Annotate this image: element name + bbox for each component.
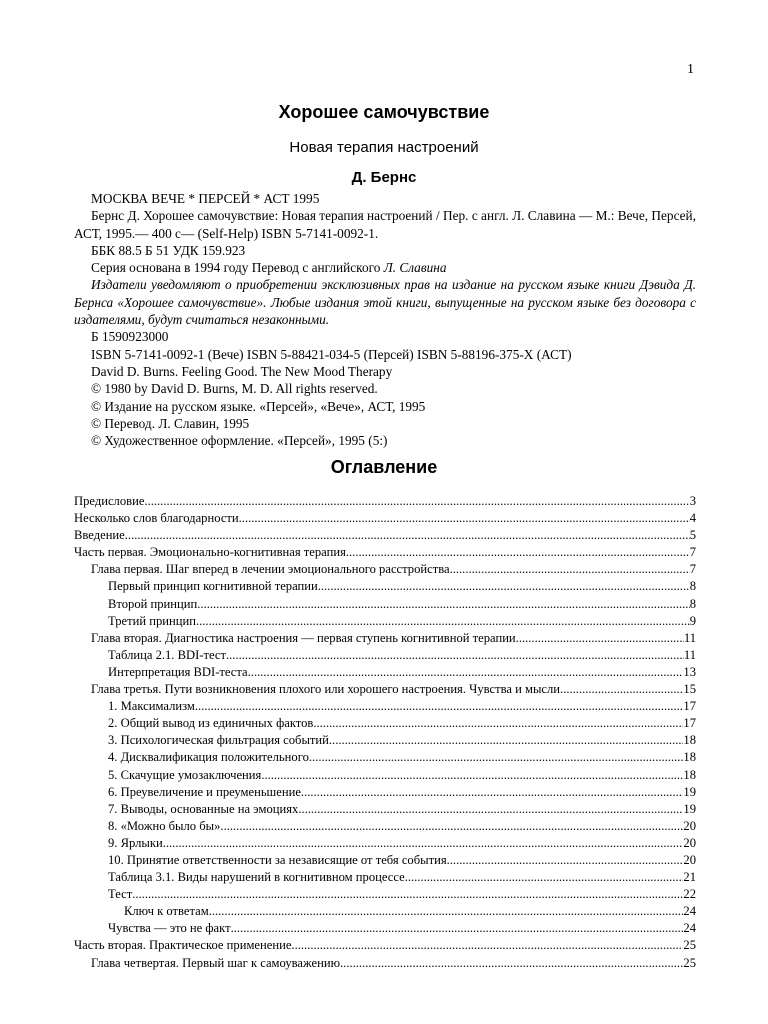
toc-entry[interactable]: [74, 578, 696, 595]
toc-entry-label: Ключ к ответам: [124, 904, 209, 919]
toc-entry-page: 11: [683, 647, 696, 662]
toc-entry-page: 4: [689, 511, 696, 526]
toc-entry-page: 8: [689, 579, 696, 594]
toc-entry-label: Введение: [74, 528, 125, 543]
toc-entry-label: Таблица 2.1. BDI-тест: [108, 647, 226, 662]
toc-entry-label: 8. «Можно было бы»: [108, 818, 221, 833]
toc-leader-dots: [144, 493, 689, 510]
toc-leader-dots: [163, 835, 684, 852]
toc-entry[interactable]: [74, 767, 696, 784]
imprint-block: [74, 190, 696, 449]
toc-entry-label: Тест: [108, 887, 133, 902]
toc-entry-page: 18: [683, 733, 696, 748]
toc-entry-label: 1. Максимализм: [108, 699, 195, 714]
toc-leader-dots: [560, 681, 683, 698]
toc-entry[interactable]: [74, 732, 696, 749]
series-prefix: Серия основана в 1994 году Перевод с английского: [91, 260, 384, 276]
toc-entry-page: 17: [683, 699, 696, 714]
toc-entry-label: Второй принцип: [108, 596, 198, 611]
copyright-russian: © Издание на русском языке. «Персей», «Вече», АСТ, 1995: [91, 398, 426, 414]
toc-entry[interactable]: [74, 647, 696, 664]
toc-leader-dots: [231, 920, 684, 937]
toc-leader-dots: [220, 818, 683, 835]
toc-leader-dots: [309, 749, 684, 766]
isbn-line: ISBN 5-7141-0092-1 (Вече) ISBN 5-88421-034-5 (Персей) ISBN 5-88196-375-X (АСТ): [91, 346, 572, 362]
toc-entry-label: Глава четвертая. Первый шаг к самоуважению: [91, 955, 341, 970]
catalog-code: Б 1590923000: [91, 329, 169, 345]
toc-entry-label: Глава вторая. Диагностика настроения — первая ступень когнитивной терапии: [91, 630, 516, 645]
toc-entry-page: 20: [683, 852, 696, 867]
toc-entry-page: 18: [683, 750, 696, 765]
copyright-design: © Художественное оформление. «Персей», 1995 (5:): [91, 433, 388, 449]
toc-leader-dots: [405, 869, 684, 886]
book-author: Д. Бернс: [351, 169, 417, 186]
toc-entry-label: Несколько слов благодарности: [74, 511, 239, 526]
toc-entry-label: Глава третья. Пути возникновения плохого или хорошего настроения. Чувства и мысли: [91, 682, 561, 697]
toc-entry-page: 20: [683, 835, 696, 850]
series-line: [74, 259, 696, 276]
toc-entry[interactable]: [74, 664, 696, 681]
copyright-original: © 1980 by David D. Burns, M. D. All rights reserved.: [91, 381, 378, 397]
toc-leader-dots: [125, 527, 690, 544]
toc-leader-dots: [301, 784, 683, 801]
toc-entry-label: 9. Ярлыки: [108, 835, 163, 850]
toc-entry[interactable]: [74, 527, 696, 544]
toc-leader-dots: [226, 647, 684, 664]
toc-leader-dots: [329, 732, 684, 749]
toc-entry[interactable]: [74, 544, 696, 561]
original-title: David D. Burns. Feeling Good. The New Mood Therapy: [91, 363, 393, 379]
toc-entry[interactable]: [74, 852, 696, 869]
toc-entry-page: 21: [683, 870, 696, 885]
toc-entry-page: 7: [689, 545, 696, 560]
toc-entry-page: 25: [683, 955, 696, 970]
toc-entry-page: 9: [689, 613, 696, 628]
toc-entry-label: Часть первая. Эмоционально-когнитивная терапия: [74, 545, 346, 560]
toc-entry-label: 2. Общий вывод из единичных фактов: [108, 716, 314, 731]
toc-entry[interactable]: [74, 698, 696, 715]
toc-entry[interactable]: [74, 784, 696, 801]
toc-entry[interactable]: [74, 681, 696, 698]
toc-entry-label: 3. Психологическая фильтрация событий: [108, 733, 329, 748]
toc-entry-label: Третий принцип: [108, 613, 196, 628]
copyright-translation: © Перевод. Л. Славин, 1995: [91, 415, 250, 431]
toc-entry-label: 7. Выводы, основанные на эмоциях: [108, 801, 299, 816]
toc-leader-dots: [197, 596, 689, 613]
toc-entry-label: 4. Дисквалификация положительного: [108, 750, 309, 765]
toc-entry-page: 13: [683, 664, 696, 679]
bibliographic-citation: Бернс Д. Хорошее самочувствие: Новая терапия настроений / Пер. с англ. Л. Славина — М.: Вече, Персей, АСТ, 1995.— 400 с— (Self-Help) ISBN 5-7141-0092-1.: [74, 208, 696, 241]
toc-entry[interactable]: [74, 749, 696, 766]
toc-entry-page: 19: [683, 784, 696, 799]
toc-entry-page: 22: [683, 887, 696, 902]
toc-leader-dots: [248, 664, 684, 681]
toc-entry-page: 17: [683, 716, 696, 731]
toc-leader-dots: [298, 801, 683, 818]
toc-entry-label: 10. Принятие ответственности за независящие от тебя события: [108, 852, 447, 867]
toc-entry-page: 8: [689, 596, 696, 611]
toc-entry-page: 3: [689, 494, 696, 508]
toc-entry-page: 24: [683, 904, 696, 919]
toc-entry[interactable]: [74, 613, 696, 630]
toc-entry-page: 24: [683, 921, 696, 936]
toc-entry[interactable]: [74, 920, 696, 937]
toc-entry-label: Глава первая. Шаг вперед в лечении эмоционального расстройства: [91, 562, 450, 577]
toc-leader-dots: [132, 886, 683, 903]
book-subtitle: Новая терапия настроений: [289, 139, 479, 156]
toc-entry-page: 5: [689, 528, 696, 543]
toc-leader-dots: [313, 715, 683, 732]
toc-entry-label: 5. Скачущие умозаключения: [108, 767, 262, 782]
toc-entry[interactable]: [74, 596, 696, 613]
toc-entry-page: 7: [689, 562, 696, 577]
toc-entry[interactable]: [74, 835, 696, 852]
toc-leader-dots: [516, 630, 684, 647]
toc-entry-label: Часть вторая. Практическое применение: [74, 938, 292, 953]
toc-leader-dots: [450, 561, 690, 578]
publisher-line: МОСКВА ВЕЧЕ * ПЕРСЕЙ * АСТ 1995: [91, 191, 320, 206]
toc-leader-dots: [209, 903, 684, 920]
rights-notice: Издатели уведомляют о приобретении эксклюзивных прав на издание на русском языке книги Дэвида Д. Бернса «Хорошее самочувствие». Любые издания этой книги, выпущенные на русском языке без договора с издателями, будут считаться незаконными.: [74, 277, 696, 328]
toc-entry-label: Таблица 3.1. Виды нарушений в когнитивном процессе: [108, 870, 405, 885]
toc-leader-dots: [239, 510, 690, 527]
toc-entry-page: 15: [683, 682, 696, 697]
toc-entry-page: 11: [683, 630, 696, 645]
toc-entry[interactable]: [74, 818, 696, 835]
toc-entry-label: Первый принцип когнитивной терапии: [108, 579, 318, 594]
toc-entry[interactable]: [74, 937, 696, 954]
toc-entry-label: Чувства — это не факт: [108, 921, 231, 936]
toc-leader-dots: [291, 937, 683, 954]
book-title: Хорошее самочувствие: [278, 102, 490, 122]
toc-heading: Оглавление: [330, 457, 438, 477]
series-translator: Л. Славина: [383, 260, 447, 276]
classification-codes: ББК 88.5 Б 51 УДК 159.923: [91, 242, 246, 258]
toc-entry[interactable]: [74, 869, 696, 886]
toc-entry[interactable]: [74, 903, 696, 920]
toc-leader-dots: [447, 852, 684, 869]
toc-entry[interactable]: [74, 510, 696, 527]
toc-entry-label: Предисловие: [74, 494, 145, 508]
toc-entry[interactable]: [74, 561, 696, 578]
toc-leader-dots: [340, 955, 683, 972]
toc-leader-dots: [261, 767, 683, 784]
toc-entry-label: Интерпретация BDI-теста: [108, 664, 248, 679]
toc-leader-dots: [346, 544, 690, 561]
toc-entry[interactable]: [74, 630, 696, 647]
toc-entry-page: 19: [683, 801, 696, 816]
toc-entry[interactable]: [74, 955, 696, 972]
toc-entry[interactable]: [74, 886, 696, 903]
toc-entry[interactable]: [74, 715, 696, 732]
toc-leader-dots: [195, 698, 684, 715]
table-of-contents: [74, 493, 696, 972]
toc-entry-page: 25: [683, 938, 696, 953]
toc-entry[interactable]: [74, 493, 696, 510]
toc-entry-page: 20: [683, 818, 696, 833]
toc-leader-dots: [196, 613, 690, 630]
toc-entry-page: 18: [683, 767, 696, 782]
toc-leader-dots: [318, 578, 690, 595]
page-number: 1: [687, 62, 694, 77]
toc-entry[interactable]: [74, 801, 696, 818]
toc-entry-label: 6. Преувеличение и преуменьшение: [108, 784, 301, 799]
